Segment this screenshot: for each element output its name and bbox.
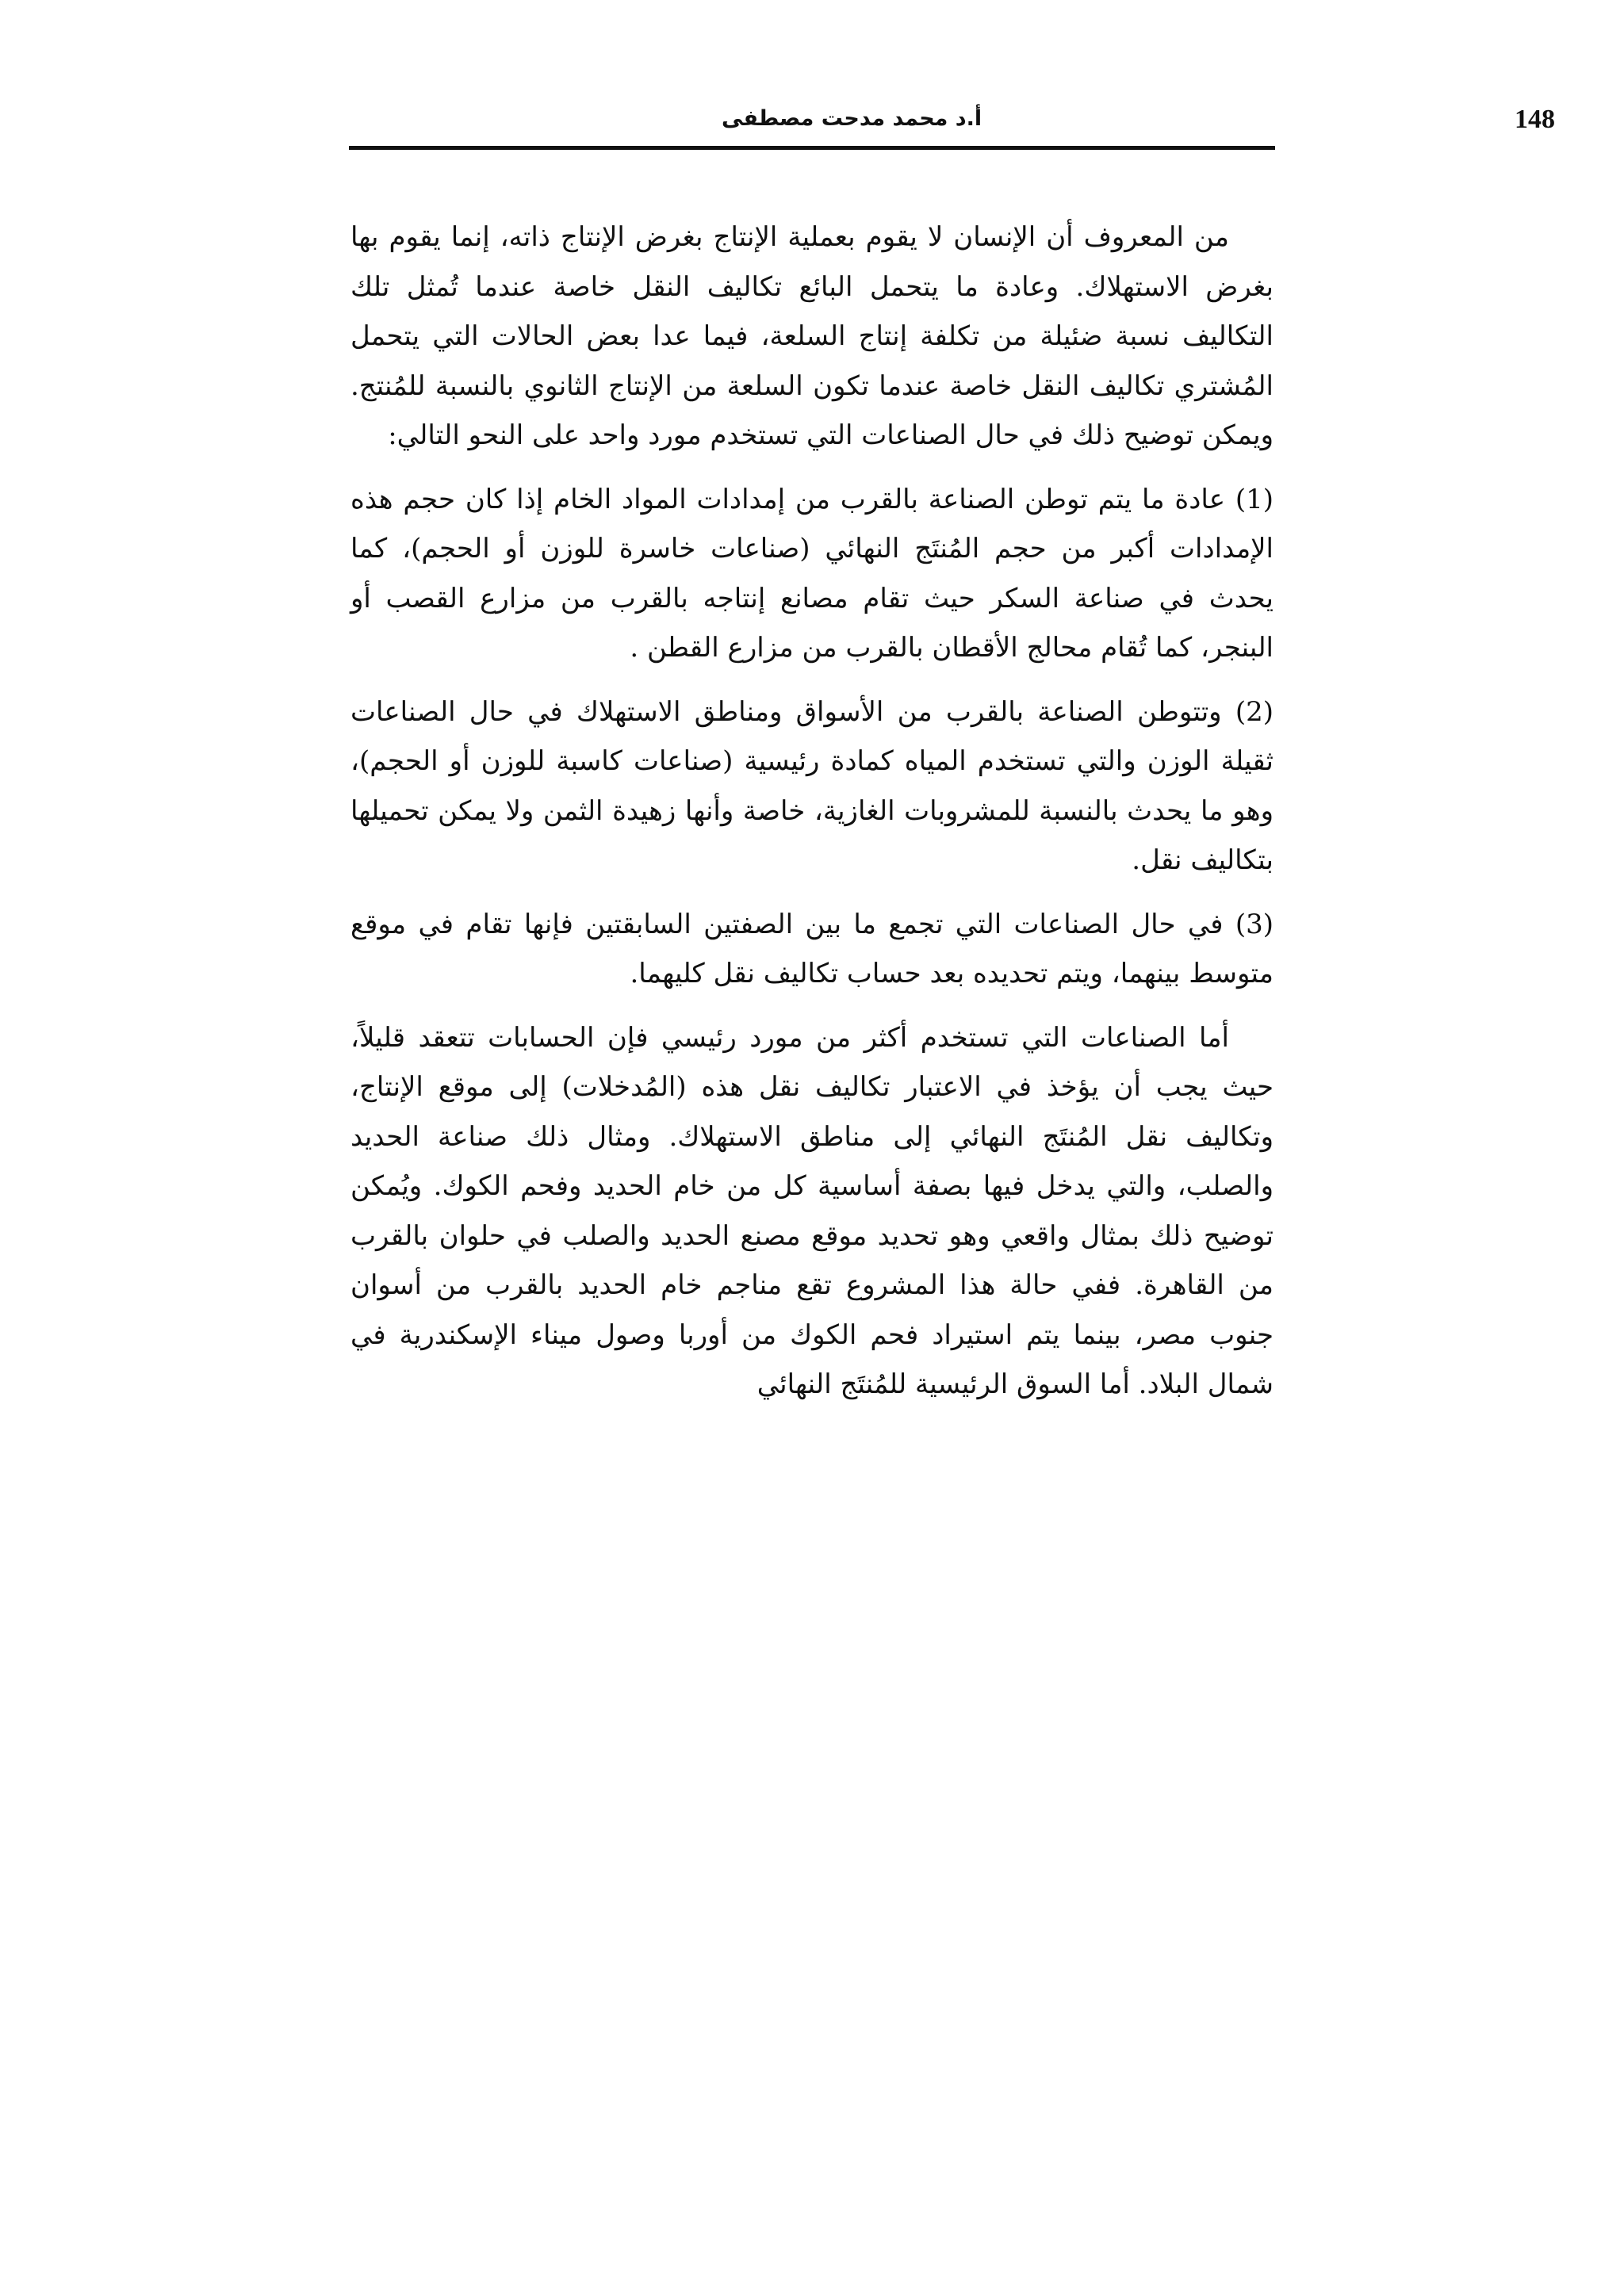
- running-header-author: أ.د محمد مدحت مصطفى: [722, 106, 982, 131]
- paragraph-intro: من المعروف أن الإنسان لا يقوم بعملية الإنتاج بغرض الإنتاج ذاته، إنما يقوم بها بغرض الاستهلاك. وعادة ما يتحمل البائع تكاليف النقل خاصة عندما تُمثل تلك التكاليف نسبة ضئيلة من تكلفة إنتاج السلعة، فيما عدا بعض الحالات التي يتحمل المُشتري تكاليف النقل خاصة عندما تكون السلعة من الإنتاج الثانوي بالنسبة للمُنتج. ويمكن توضيح ذلك في حال الصناعات التي تستخدم مورد واحد على النحو التالي:: [350, 221, 1274, 451]
- page-number: 148: [1515, 105, 1555, 134]
- header-rule: [349, 146, 1275, 150]
- paragraph-case-3: (3) في حال الصناعات التي تجمع ما بين الصفتين السابقتين فإنها تقام في موقع متوسط بينهما، ويتم تحديده بعد حساب تكاليف نقل كليهما.: [350, 908, 1274, 989]
- paragraph-multiple-resources: أما الصناعات التي تستخدم أكثر من مورد رئيسي فإن الحسابات تتعقد قليلاً، حيث يجب أن يؤخذ في الاعتبار تكاليف نقل هذه (المُدخلات) إلى موقع الإنتاج، وتكاليف نقل المُنتَج النهائي إلى مناطق الاستهلاك. ومثال ذلك صناعة الحديد والصلب، والتي يدخل فيها بصفة أساسية كل من خام الحديد وفحم الكوك. ويُمكن توضيح ذلك بمثال واقعي وهو تحديد موقع مصنع الحديد والصلب في حلوان بالقرب من القاهرة. ففي حالة هذا المشروع تقع مناجم خام الحديد بالقرب من أسوان جنوب مصر، بينما يتم استيراد فحم الكوك من أوربا وصول ميناء الإسكندرية في شمال البلاد. أما السوق الرئيسية للمُنتَج النهائي: [350, 1021, 1274, 1400]
- body-text: [350, 212, 1274, 1424]
- page-header: [349, 101, 1555, 151]
- paragraph-case-2: (2) وتتوطن الصناعة بالقرب من الأسواق ومناطق الاستهلاك في حال الصناعات ثقيلة الوزن والتي تستخدم المياه كمادة رئيسية (صناعات كاسبة للوزن أو الحجم)، وهو ما يحدث بالنسبة للمشروبات الغازية، خاصة وأنها زهيدة الثمن ولا يمكن تحميلها بتكاليف نقل.: [350, 695, 1274, 876]
- paragraph-case-1: (1) عادة ما يتم توطن الصناعة بالقرب من إمدادات المواد الخام إذا كان حجم هذه الإمدادات أكبر من حجم المُنتَج النهائي (صناعات خاسرة للوزن أو الحجم)، كما يحدث في صناعة السكر حيث تقام مصانع إنتاجه بالقرب من مزارع القصب أو البنجر، كما تُقام محالج الأقطان بالقرب من مزارع القطن .: [350, 483, 1274, 664]
